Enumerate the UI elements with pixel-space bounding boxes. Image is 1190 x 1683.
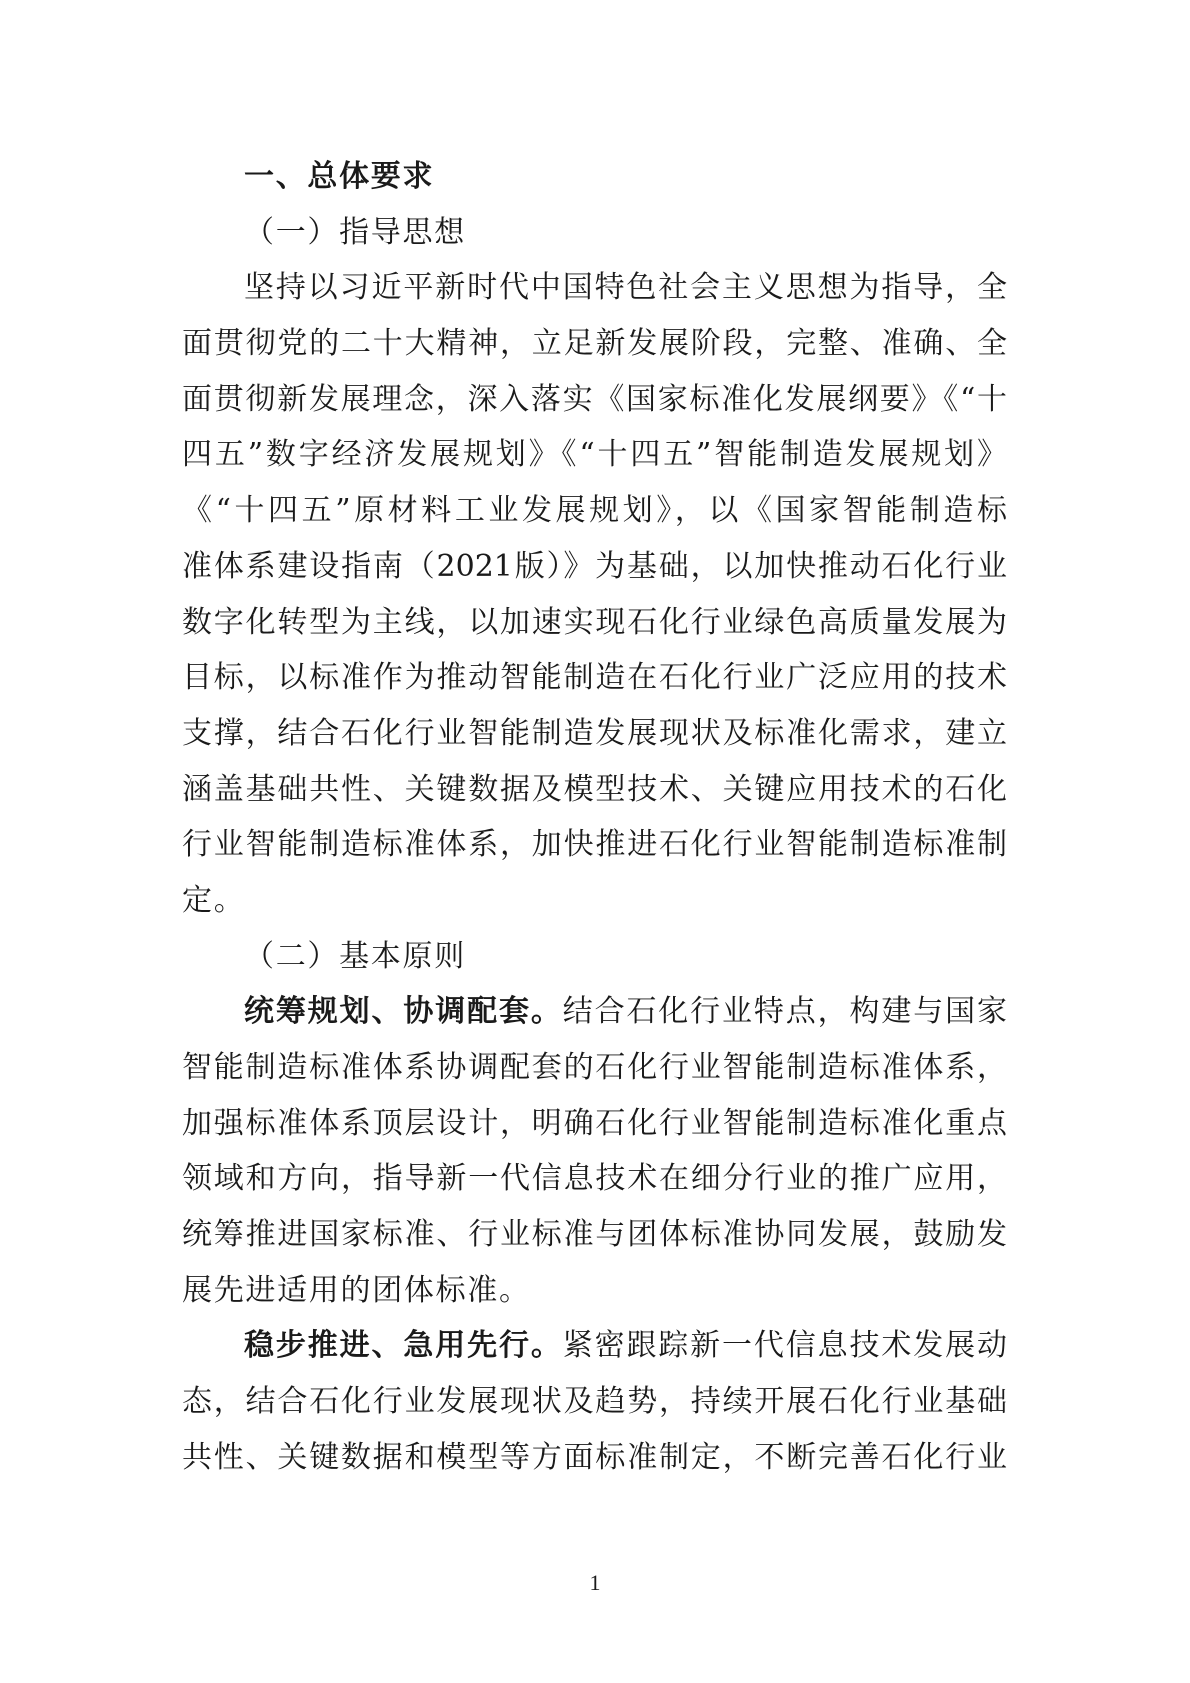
paragraph-line: 支撑，结合石化行业智能制造发展现状及标准化需求，建立	[182, 715, 1007, 751]
paragraph-line: 加强标准体系顶层设计，明确石化行业智能制造标准化重点	[182, 1105, 1007, 1141]
principle-title: 稳步推进、急用先行。	[244, 1328, 563, 1364]
paragraph-line: 数字化转型为主线，以加速实现石化行业绿色高质量发展为	[182, 604, 1007, 640]
document-body	[182, 149, 1007, 1486]
section-heading: 一、总体要求	[244, 159, 435, 194]
principle-title: 统筹规划、协调配套。	[244, 994, 563, 1030]
subsection-title-basic-principles: （二）基本原则	[244, 938, 466, 974]
paragraph-line: 展先进适用的团体标准。	[182, 1272, 531, 1308]
principle-first-line	[182, 984, 1007, 1040]
subsection-title-guiding-ideology: （一）指导思想	[244, 214, 466, 250]
paragraph-line: 准体系建设指南（2021版）》为基础，以加快推动石化行业	[182, 548, 1007, 584]
paragraph-line: 共性、关键数据和模型等方面标准制定，不断完善石化行业	[182, 1439, 1007, 1475]
paragraph-line: 坚持以习近平新时代中国特色社会主义思想为指导，全	[244, 270, 1007, 306]
paragraph-line: 目标，以标准作为推动智能制造在石化行业广泛应用的技术	[182, 660, 1007, 696]
page-number: 1	[589, 1570, 601, 1595]
paragraph-line: 面贯彻新发展理念，深入落实《国家标准化发展纲要》《“十	[182, 381, 1007, 417]
paragraph-line: 涵盖基础共性、关键数据及模型技术、关键应用技术的石化	[182, 771, 1007, 807]
paragraph-line: 定。	[182, 882, 246, 918]
paragraph-line: 态，结合石化行业发展现状及趋势，持续开展石化行业基础	[182, 1384, 1007, 1420]
paragraph-line: 领域和方向，指导新一代信息技术在细分行业的推广应用，	[182, 1161, 1007, 1197]
paragraph-line: 智能制造标准体系协调配套的石化行业智能制造标准体系，	[182, 1050, 1007, 1085]
paragraph-line: 行业智能制造标准体系，加快推进石化行业智能制造标准制	[182, 827, 1007, 863]
principle-first-line	[182, 1318, 1007, 1374]
paragraph-line: 《“十四五”原材料工业发展规划》，以《国家智能制造标	[182, 493, 1007, 529]
paragraph-line: 统筹推进国家标准、行业标准与团体标准协同发展，鼓励发	[182, 1217, 1007, 1253]
paragraph-line: 四五”数字经济发展规划》《“十四五”智能制造发展规划》	[182, 437, 1007, 473]
principle-text: 结合石化行业特点，构建与国家	[562, 994, 1008, 1030]
paragraph-line: 面贯彻党的二十大精神，立足新发展阶段，完整、准确、全	[182, 326, 1007, 362]
principle-text: 紧密跟踪新一代信息技术发展动	[562, 1328, 1008, 1364]
